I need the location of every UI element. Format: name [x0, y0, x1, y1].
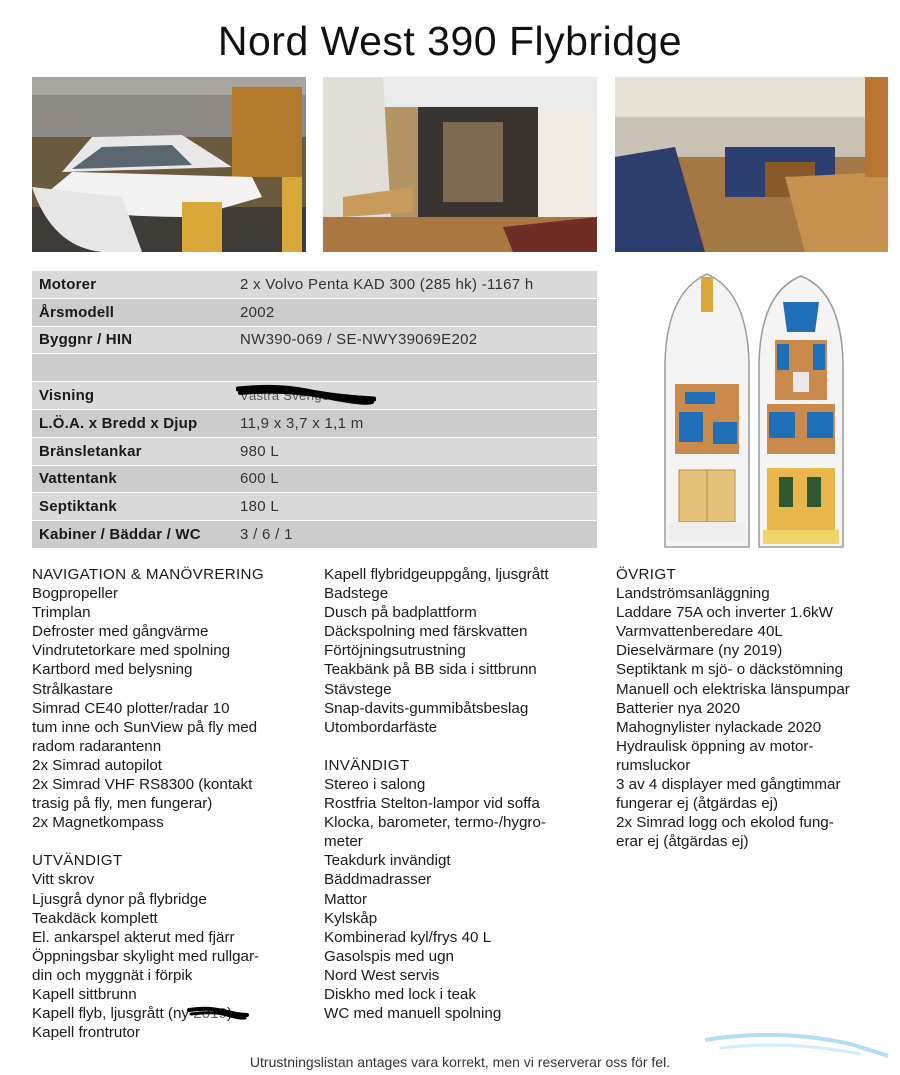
boat-exterior-photo: [32, 77, 306, 252]
list-item-text: Kapell flyb, ljusgrått (ny: [32, 1005, 194, 1023]
list-item-text: ): [227, 1005, 233, 1023]
list-item: Laddare 75A och inverter 1.6kW: [616, 604, 833, 622]
cockpit-photo: [323, 77, 597, 252]
list-item: Dusch på badplattform: [324, 604, 477, 622]
list-item: Mahognylister nylackade 2020: [616, 718, 822, 736]
spec-label: L.Ö.A. x Bredd x Djup: [39, 414, 198, 432]
list-item: Gasolspis med ugn: [324, 947, 455, 965]
list-item: Teakdurk invändigt: [324, 852, 451, 870]
spec-row-fuel: [32, 438, 597, 466]
spec-table: [32, 271, 597, 549]
redaction-scribble: [187, 1005, 249, 1021]
spec-row-water: [32, 466, 597, 494]
list-item: Defroster med gångvärme: [32, 623, 209, 641]
list-item: Nord West servis: [324, 966, 440, 984]
visning-value: Västra Sverige: [240, 388, 330, 404]
redacted-year-text: 2019: [193, 1005, 228, 1023]
redaction-scribble: [236, 383, 376, 405]
list-item: WC med manuell spolning: [324, 1005, 502, 1023]
list-item: Kapell flybridgeuppgång, ljusgrått: [324, 566, 549, 583]
list-item: 2x Simrad autopilot: [32, 756, 163, 774]
list-item: Utombordarfäste: [324, 718, 438, 736]
redacted-year: [193, 1004, 227, 1023]
spec-row-empty: [32, 354, 597, 382]
spec-value: 180 L: [240, 498, 280, 516]
list-item: Rostfria Stelton-lampor vid soffa: [324, 795, 540, 813]
list-item: Diskho med lock i teak: [324, 985, 476, 1003]
section-heading-interior: INVÄNDIGT: [324, 756, 410, 774]
spec-label: Bränsletankar: [39, 442, 142, 460]
section-heading-navigation: NAVIGATION & MANÖVRERING: [32, 566, 264, 583]
list-item: Varmvattenberedare 40L: [616, 623, 783, 641]
section-heading-exterior: UTVÄNDIGT: [32, 852, 123, 870]
list-item: Manuell och elektriska länspumpar: [616, 680, 850, 698]
list-item: Septiktank m sjö- o däckstömning: [616, 661, 844, 679]
equipment-column-3: [616, 565, 896, 851]
list-item: Simrad CE40 plotter/radar 10 tum inne och SunView på fly med radom radarantenn: [32, 699, 258, 755]
spec-label: Visning: [39, 387, 95, 405]
list-item: Teakbänk på BB sida i sittbrunn: [324, 661, 537, 679]
spec-value: NW390-069 / SE-NWY39069E202: [240, 331, 478, 349]
spec-row-septic: [32, 493, 597, 521]
list-item: Kartbord med belysning: [32, 661, 193, 679]
list-item: Trimplan: [32, 604, 91, 622]
spec-label: Septiktank: [39, 498, 117, 516]
list-item: Batterier nya 2020: [616, 699, 741, 717]
list-item: Snap-davits-gummibåtsbeslag: [324, 699, 529, 717]
page-title: Nord West 390 Flybridge: [217, 18, 683, 64]
spec-value: 600 L: [240, 470, 280, 488]
spec-value: 3 / 6 / 1: [240, 526, 293, 544]
list-item: Hydraulisk öppning av motor- rumsluckor: [616, 737, 814, 774]
boat-layout-diagram: [655, 272, 855, 552]
spec-row-visning: [32, 382, 597, 410]
spec-value: 980 L: [240, 442, 280, 460]
list-item: Stävstege: [324, 680, 392, 698]
list-item: Dieselvärmare (ny 2019): [616, 642, 783, 660]
list-item: Bogpropeller: [32, 585, 119, 603]
list-item: Vindrutetorkare med spolning: [32, 642, 231, 660]
list-item: 2x Simrad logg och ekolod fung- erar ej (åtgärdas ej): [616, 814, 834, 851]
spec-row-cabins: [32, 521, 597, 549]
list-item: Stereo i salong: [324, 775, 426, 793]
list-item: Kylskåp: [324, 909, 378, 927]
spec-label: Årsmodell: [39, 303, 115, 321]
list-item: Mattor: [324, 890, 368, 908]
list-item: Landströmsanläggning: [616, 585, 770, 603]
spec-value: 2002: [240, 303, 275, 321]
list-item: Kapell frontrutor: [32, 1024, 141, 1042]
spec-row-arsmodell: [32, 299, 597, 327]
list-item: Öppningsbar skylight med rullgar- din och myggnät i förpik: [32, 947, 260, 984]
list-item: 3 av 4 displayer med gångtimmar fungerar ej (åtgärdas ej): [616, 776, 841, 813]
list-item: Förtöjningsutrustning: [324, 642, 466, 660]
spec-value: 2 x Volvo Penta KAD 300 (285 hk) -1167 h: [240, 275, 534, 293]
list-item: Bäddmadrasser: [324, 871, 432, 889]
list-item: Teakdäck komplett: [32, 909, 158, 927]
equipment-column-2: [324, 565, 604, 1023]
list-item: 2x Simrad VHF RS8300 (kontakt trasig på fly, men fungerar): [32, 776, 253, 813]
list-item: Ljusgrå dynor på flybridge: [32, 890, 207, 908]
spec-label: Kabiner / Bäddar / WC: [39, 526, 201, 544]
saloon-photo: [615, 77, 888, 252]
spec-label: Byggnr / HIN: [39, 331, 133, 349]
spec-value: 11,9 x 3,7 x 1,1 m: [240, 414, 364, 432]
list-item-redacted: [32, 1004, 317, 1023]
spec-label: Vattentank: [39, 470, 117, 488]
list-item: Vitt skrov: [32, 871, 95, 889]
list-item: El. ankarspel akterut med fjärr: [32, 928, 235, 946]
equipment-column-1: [32, 565, 317, 1042]
list-item: Klocka, barometer, termo-/hygro- meter: [324, 814, 546, 851]
spec-row-motorer: [32, 271, 597, 299]
section-heading-other: ÖVRIGT: [616, 566, 677, 583]
list-item: Kapell sittbrunn: [32, 985, 137, 1003]
spec-label: Motorer: [39, 275, 97, 293]
spec-row-dimensions: [32, 410, 597, 438]
list-item: Strålkastare: [32, 680, 114, 698]
list-item: Kombinerad kyl/frys 40 L: [324, 928, 492, 946]
spec-row-byggnr: [32, 327, 597, 355]
list-item: 2x Magnetkompass: [32, 814, 164, 832]
disclaimer-footer: Utrustningslistan antages vara korrekt, men vi reserverar oss för fel.: [249, 1054, 671, 1070]
list-item: Däckspolning med färskvatten: [324, 623, 528, 641]
list-item: Badstege: [324, 585, 389, 603]
spec-value-redacted: [240, 387, 597, 404]
